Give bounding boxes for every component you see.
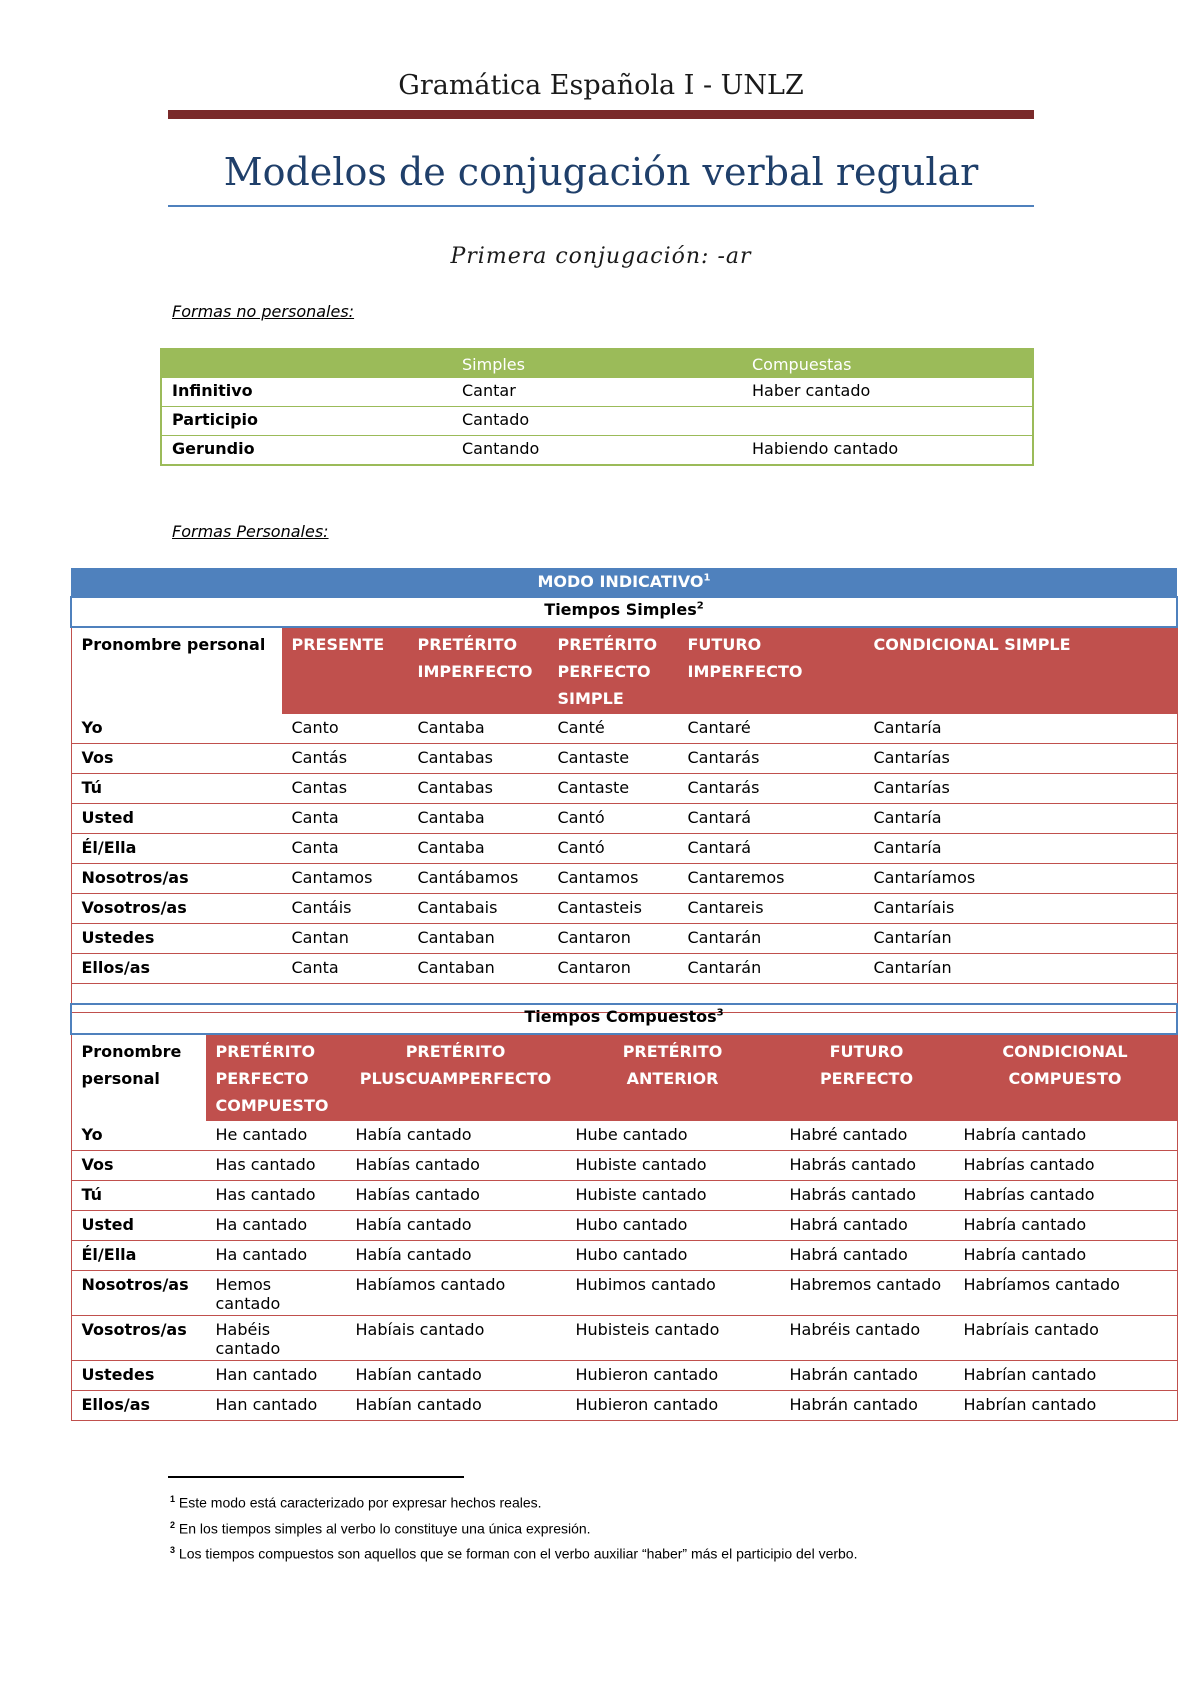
- compound-tenses-title: [71, 1004, 1177, 1034]
- table-row: [71, 744, 1177, 774]
- conjugation-cell: Habrás cantado: [780, 1181, 954, 1211]
- header-cell: PRETÉRITO IMPERFECTO: [408, 627, 548, 714]
- conjugation-cell: Hubimos cantado: [566, 1271, 780, 1316]
- no-personal-table: [160, 348, 1034, 466]
- conjugation-cell: Cantarás: [678, 744, 864, 774]
- footnote: [170, 1514, 1070, 1540]
- conjugation-cell: Has cantado: [206, 1151, 346, 1181]
- conjugation-cell: Hubisteis cantado: [566, 1316, 780, 1361]
- conjugation-cell: Hubiste cantado: [566, 1181, 780, 1211]
- conjugation-cell: Habríamos cantado: [954, 1271, 1178, 1316]
- conjugation-cell: Cantaron: [548, 924, 678, 954]
- table-row: [71, 1121, 1177, 1151]
- conjugation-cell: Cantaríamos: [864, 864, 1178, 894]
- mode-title: [71, 568, 1177, 597]
- footnote-number: 1: [170, 1494, 176, 1504]
- conjugation-cell: Cantó: [548, 834, 678, 864]
- conjugation-cell: Cantaba: [408, 804, 548, 834]
- conjugation-cell: Ha cantado: [206, 1211, 346, 1241]
- table-cell: [742, 407, 1033, 436]
- footnote-number: 2: [170, 1519, 176, 1530]
- table-header-row: [71, 1034, 1177, 1121]
- conjugation-cell: Cantarás: [678, 774, 864, 804]
- personal-label: Formas Personales:: [172, 522, 329, 541]
- table-header-row: [161, 349, 1033, 378]
- conjugation-cell: Habrías cantado: [954, 1151, 1178, 1181]
- conjugation-cell: Hube cantado: [566, 1121, 780, 1151]
- header-cell: PRETÉRITO PERFECTO COMPUESTO: [206, 1034, 346, 1121]
- no-personal-label: Formas no personales:: [172, 302, 355, 321]
- table-cell: Cantando: [452, 436, 742, 466]
- table-row: [71, 804, 1177, 834]
- conjugation-cell: Habría cantado: [954, 1121, 1178, 1151]
- table-header-row: [71, 627, 1177, 714]
- header-cell: FUTURO IMPERFECTO: [678, 627, 864, 714]
- table-row: [161, 378, 1033, 407]
- conjugation-cell: Cantaban: [408, 924, 548, 954]
- pronoun-cell: Yo: [71, 1121, 206, 1151]
- conjugation-cell: Cantáis: [282, 894, 408, 924]
- conjugation-cell: Habíais cantado: [346, 1316, 566, 1361]
- compound-tenses-body: [71, 1121, 1177, 1421]
- header-cell: CONDICIONAL SIMPLE: [864, 627, 1178, 714]
- conjugation-cell: Cantamos: [282, 864, 408, 894]
- table-row: [71, 1241, 1177, 1271]
- header-cell: Pronombre personal: [71, 627, 282, 714]
- conjugation-cell: Hubo cantado: [566, 1241, 780, 1271]
- conjugation-cell: Canta: [282, 804, 408, 834]
- header-cell: Compuestas: [742, 349, 1033, 378]
- conjugation-cell: Cantará: [678, 804, 864, 834]
- conjugation-cell: Cantamos: [548, 864, 678, 894]
- pronoun-cell: Nosotros/as: [71, 864, 282, 894]
- footnote-ref: 1: [703, 572, 711, 584]
- conjugation-cell: Cantaremos: [678, 864, 864, 894]
- conjugation-cell: Cantábamos: [408, 864, 548, 894]
- pronoun-cell: Ustedes: [71, 1361, 206, 1391]
- pronoun-cell: Yo: [71, 714, 282, 744]
- table-cell: Haber cantado: [742, 378, 1033, 407]
- footnote-number: 3: [170, 1545, 176, 1556]
- conjugation-cell: Cantarían: [864, 954, 1178, 984]
- conjugation-cell: Cantaríais: [864, 894, 1178, 924]
- conjugation-cell: Hemos cantado: [206, 1271, 346, 1316]
- table-row: [71, 1391, 1177, 1421]
- header-bar: [168, 110, 1034, 119]
- conjugation-cell: He cantado: [206, 1121, 346, 1151]
- conjugation-cell: Canté: [548, 714, 678, 744]
- header-cell: Simples: [452, 349, 742, 378]
- simple-tenses-title: [71, 597, 1177, 627]
- conjugation-cell: Habrás cantado: [780, 1151, 954, 1181]
- conjugation-cell: Había cantado: [346, 1211, 566, 1241]
- conjugation-cell: Cantaba: [408, 834, 548, 864]
- conjugation-cell: Han cantado: [206, 1391, 346, 1421]
- footnotes: [170, 1488, 1070, 1565]
- conjugation-cell: Cantarán: [678, 924, 864, 954]
- conjugation-cell: Cantó: [548, 804, 678, 834]
- conjugation-cell: Habrías cantado: [954, 1181, 1178, 1211]
- pronoun-cell: Ellos/as: [71, 1391, 206, 1421]
- table-row: [71, 864, 1177, 894]
- conjugation-cell: Cantaba: [408, 714, 548, 744]
- pronoun-cell: Ellos/as: [71, 954, 282, 984]
- pronoun-cell: Usted: [71, 1211, 206, 1241]
- pronoun-cell: Ustedes: [71, 924, 282, 954]
- conjugation-cell: Hubieron cantado: [566, 1361, 780, 1391]
- conjugation-cell: Cantás: [282, 744, 408, 774]
- conjugation-cell: Cantará: [678, 834, 864, 864]
- pronoun-cell: Vosotros/as: [71, 1316, 206, 1361]
- conjugation-cell: Habremos cantado: [780, 1271, 954, 1316]
- conjugation-cell: Canto: [282, 714, 408, 744]
- header-cell: FUTURO PERFECTO: [780, 1034, 954, 1121]
- conjugation-cell: Habrán cantado: [780, 1391, 954, 1421]
- table-cell: Participio: [161, 407, 452, 436]
- pronoun-cell: Tú: [71, 774, 282, 804]
- conjugation-cell: Cantaste: [548, 774, 678, 804]
- header-cell: Pronombre personal: [71, 1034, 206, 1121]
- conjugation-cell: Cantan: [282, 924, 408, 954]
- simple-tenses-table: [70, 568, 1178, 1013]
- compound-tenses-table: [70, 1003, 1178, 1421]
- pronoun-cell: Vos: [71, 744, 282, 774]
- table-row: [71, 1316, 1177, 1361]
- conjugation-cell: Cantarías: [864, 774, 1178, 804]
- conjugation-cell: Cantareis: [678, 894, 864, 924]
- conjugation-cell: Habían cantado: [346, 1361, 566, 1391]
- conjugation-cell: Habías cantado: [346, 1151, 566, 1181]
- table-row: [71, 1151, 1177, 1181]
- simple-tenses-body: [71, 714, 1177, 984]
- conjugation-cell: Habéis cantado: [206, 1316, 346, 1361]
- table-cell: Habiendo cantado: [742, 436, 1033, 466]
- header-cell: PRETÉRITO ANTERIOR: [566, 1034, 780, 1121]
- title-rule: [168, 205, 1034, 207]
- compound-tenses-title-text: Tiempos Compuestos: [524, 1007, 717, 1026]
- conjugation-cell: Cantaban: [408, 954, 548, 984]
- conjugation-cell: Cantaron: [548, 954, 678, 984]
- conjugation-cell: Habrá cantado: [780, 1211, 954, 1241]
- conjugation-cell: Cantaría: [864, 804, 1178, 834]
- footnote-text: Este modo está caracterizado por expresar hechos reales.: [178, 1494, 542, 1511]
- pronoun-cell: Él/Ella: [71, 834, 282, 864]
- conjugation-cell: Cantabas: [408, 744, 548, 774]
- conjugation-cell: Hubieron cantado: [566, 1391, 780, 1421]
- table-row: [71, 1211, 1177, 1241]
- conjugation-cell: Habría cantado: [954, 1241, 1178, 1271]
- table-row: [161, 436, 1033, 466]
- table-cell: Cantado: [452, 407, 742, 436]
- conjugation-cell: Habré cantado: [780, 1121, 954, 1151]
- table-row: [71, 954, 1177, 984]
- footnote-text: Los tiempos compuestos son aquellos que se forman con el verbo auxiliar “haber” más el participio del verbo.: [178, 1545, 858, 1562]
- footnote-ref: 2: [696, 600, 704, 612]
- conjugation-cell: Canta: [282, 954, 408, 984]
- conjugation-cell: Habrían cantado: [954, 1391, 1178, 1421]
- conjugation-cell: Había cantado: [346, 1241, 566, 1271]
- table-row: [71, 774, 1177, 804]
- conjugation-cell: Cantarán: [678, 954, 864, 984]
- header-cell: PRETÉRITO PERFECTO SIMPLE: [548, 627, 678, 714]
- conjugation-cell: Has cantado: [206, 1181, 346, 1211]
- table-row: [71, 924, 1177, 954]
- conjugation-cell: Canta: [282, 834, 408, 864]
- footnote-ref: 3: [716, 1007, 724, 1019]
- table-cell: Cantar: [452, 378, 742, 407]
- conjugation-cell: Habríais cantado: [954, 1316, 1178, 1361]
- table-row: [71, 1271, 1177, 1316]
- conjugation-cell: Cantabas: [408, 774, 548, 804]
- conjugation-cell: Cantarías: [864, 744, 1178, 774]
- conjugation-cell: Cantaría: [864, 714, 1178, 744]
- footnote: [170, 1488, 1070, 1514]
- header-cell: PRETÉRITO PLUSCUAMPERFECTO: [346, 1034, 566, 1121]
- table-cell: Gerundio: [161, 436, 452, 466]
- page-subtitle: Primera conjugación: -ar: [450, 244, 752, 269]
- conjugation-cell: Cantarían: [864, 924, 1178, 954]
- pronoun-cell: Tú: [71, 1181, 206, 1211]
- conjugation-cell: Habría cantado: [954, 1211, 1178, 1241]
- table-row: [71, 834, 1177, 864]
- conjugation-cell: Había cantado: [346, 1121, 566, 1151]
- pronoun-cell: Vos: [71, 1151, 206, 1181]
- conjugation-cell: Habrá cantado: [780, 1241, 954, 1271]
- footnote-text: En los tiempos simples al verbo lo constituye una única expresión.: [178, 1520, 591, 1537]
- table-row: [71, 1361, 1177, 1391]
- course-header: Gramática Española I - UNLZ: [398, 70, 804, 101]
- conjugation-cell: Cantabais: [408, 894, 548, 924]
- conjugation-cell: Cantaría: [864, 834, 1178, 864]
- footnote-rule: [168, 1476, 464, 1478]
- simple-tenses-title-text: Tiempos Simples: [544, 600, 697, 619]
- conjugation-cell: Habías cantado: [346, 1181, 566, 1211]
- conjugation-cell: Cantaré: [678, 714, 864, 744]
- table-row: [71, 894, 1177, 924]
- pronoun-cell: Vosotros/as: [71, 894, 282, 924]
- conjugation-cell: Cantasteis: [548, 894, 678, 924]
- pronoun-cell: Nosotros/as: [71, 1271, 206, 1316]
- conjugation-cell: Habían cantado: [346, 1391, 566, 1421]
- conjugation-cell: Cantaste: [548, 744, 678, 774]
- pronoun-cell: Él/Ella: [71, 1241, 206, 1271]
- table-row: [71, 714, 1177, 744]
- conjugation-cell: Habréis cantado: [780, 1316, 954, 1361]
- conjugation-cell: Ha cantado: [206, 1241, 346, 1271]
- conjugation-cell: Cantas: [282, 774, 408, 804]
- conjugation-cell: Habíamos cantado: [346, 1271, 566, 1316]
- header-cell: [161, 349, 452, 378]
- pronoun-cell: Usted: [71, 804, 282, 834]
- mode-title-text: MODO INDICATIVO: [537, 572, 704, 591]
- conjugation-cell: Hubiste cantado: [566, 1151, 780, 1181]
- table-row: [71, 1181, 1177, 1211]
- conjugation-cell: Habrán cantado: [780, 1361, 954, 1391]
- header-cell: CONDICIONAL COMPUESTO: [954, 1034, 1178, 1121]
- table-cell: Infinitivo: [161, 378, 452, 407]
- table-row: [161, 407, 1033, 436]
- conjugation-cell: Habrían cantado: [954, 1361, 1178, 1391]
- header-cell: PRESENTE: [282, 627, 408, 714]
- conjugation-cell: Han cantado: [206, 1361, 346, 1391]
- page-title: Modelos de conjugación verbal regular: [223, 150, 979, 194]
- conjugation-cell: Hubo cantado: [566, 1211, 780, 1241]
- footnote: [170, 1539, 1070, 1565]
